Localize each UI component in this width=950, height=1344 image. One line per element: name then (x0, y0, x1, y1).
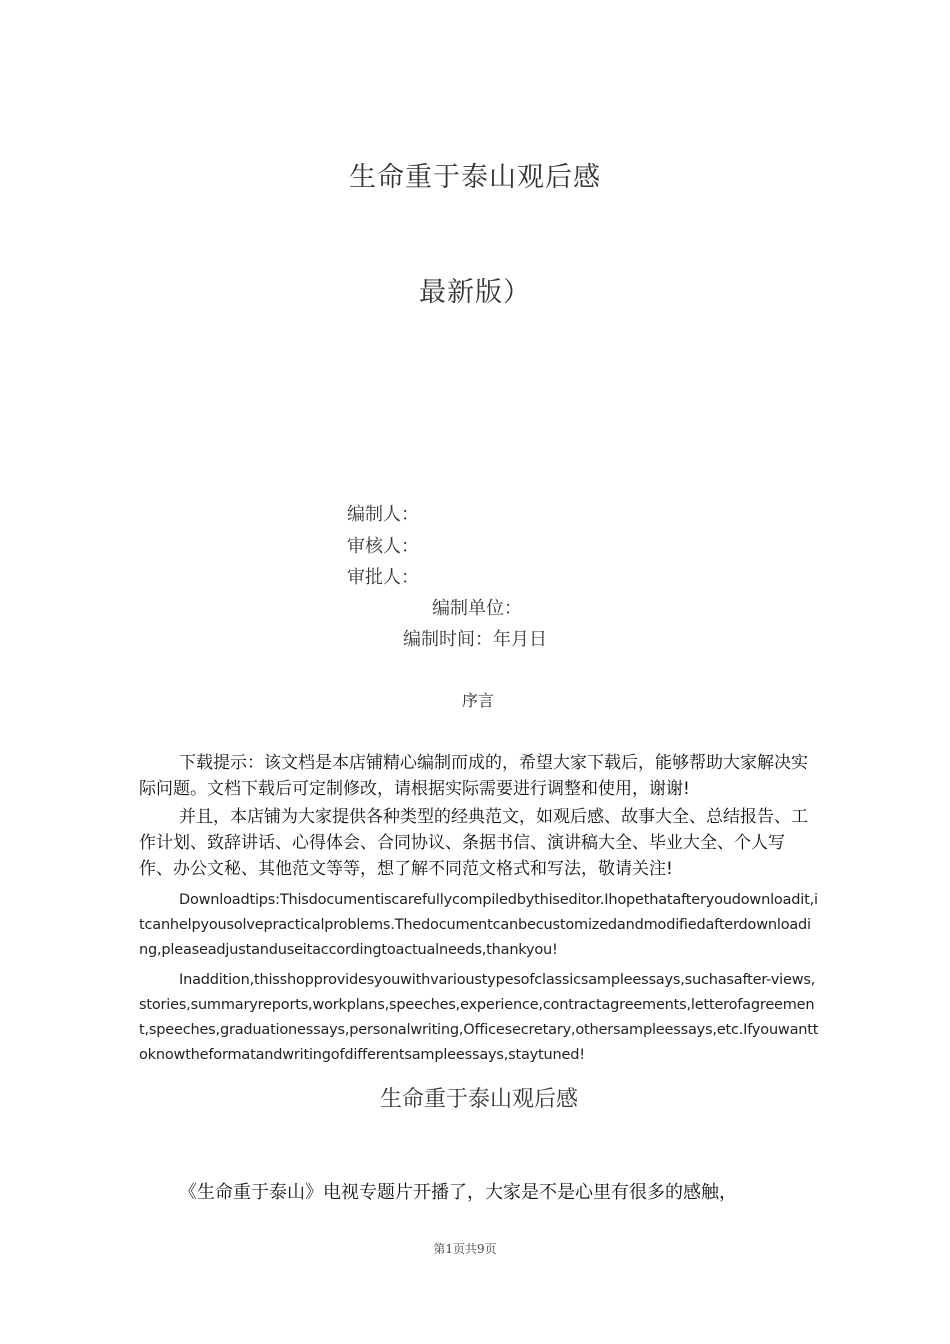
body-title: 生命重于泰山观后感 (379, 1087, 578, 1112)
english-paragraph: Downloadtips:Thisdocumentiscarefullycompiledbythiseditor.Ihopethatafteryoudownloadit,itcanhelpyousolvepracticalproblems.Thedocumentcanbecustomizedandmodifiedafterdownloading,pleaseadjustanduseitaccordingtoactualneeds,thankyou! (139, 892, 818, 958)
english-paragraph: Inaddition,thisshopprovidesyouwithvarioustypesofclassicsampleessays,suchasafter-views,stories,summaryreports,workplans,speeches,experience,contractagreements,letterofagreement,speeches,graduationessays,personalwriting,Officesecretary,othersampleessays,etc.Ifyouwanttoknowtheformatandwritingofdifferentsampleessays,staytuned! (139, 972, 819, 1063)
preface-paragraph: 下载提示：该文档是本店铺精心编制而成的，希望大家下载后，能够帮助大家解决实际问题。文档下载后可定制修改，请根据实际需要进行调整和使用，谢谢! (139, 753, 808, 799)
body-paragraph: 《生命重于泰山》电视专题片开播了，大家是不是心里有很多的感触， (179, 1182, 737, 1203)
preface-title: 序言 (461, 691, 494, 710)
unit-field: 编制单位： (432, 598, 522, 619)
page-footer: 第1页共9页 (433, 1242, 497, 1256)
approver-field: 审批人： (347, 567, 419, 588)
time-field: 编制时间：年月日 (403, 629, 547, 650)
document-title: 生命重于泰山观后感 (349, 162, 601, 193)
document-subtitle: 最新版） (419, 277, 531, 308)
reviewer-field: 审核人： (347, 536, 419, 557)
compiler-field: 编制人： (347, 504, 419, 525)
preface-paragraph: 并且，本店铺为大家提供各种类型的经典范文，如观后感、故事大全、总结报告、工作计划、致辞讲话、心得体会、合同协议、条据书信、演讲稿大全、毕业大全、个人写作、办公文秘、其他范文等等，想了解不同范文格式和写法，敬请关注! (139, 807, 808, 879)
